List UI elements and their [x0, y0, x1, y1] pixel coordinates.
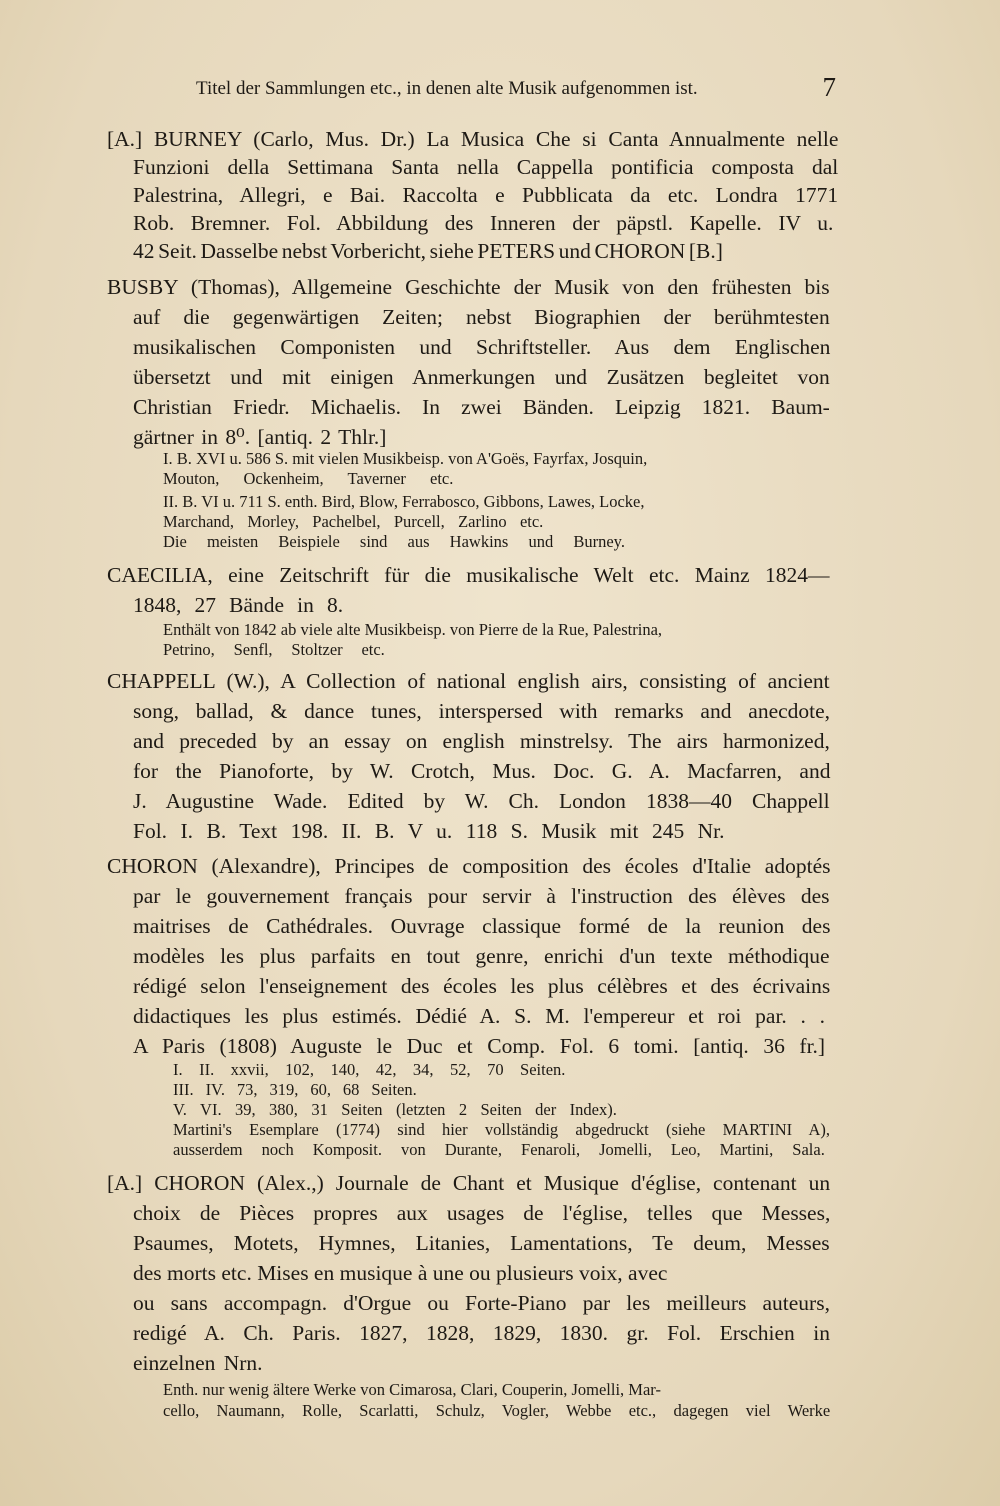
- text-line: CHAPPELL (W.), A Collection of national english airs, consisting of ancient: [107, 669, 830, 693]
- text-line: übersetzt und mit einigen Anmerkungen und Zusätzen begleitet von: [133, 365, 830, 389]
- note-line: I. B. XVI u. 586 S. mit vielen Musikbeisp. von A'Goës, Fayrfax, Josquin,: [163, 449, 648, 468]
- text-line: ou sans accompagn. d'Orgue ou Forte-Piano par les meilleurs auteurs,: [133, 1291, 830, 1315]
- text-line: Palestrina, Allegri, e Bai. Raccolta e Pubblicata da etc. Londra 1771: [133, 183, 839, 207]
- text-line: [A.] CHORON (Alex.,) Journale de Chant et Musique d'église, contenant un: [107, 1171, 831, 1195]
- note-line: I. II. xxvii, 102, 140, 42, 34, 52, 70 Seiten.: [173, 1060, 566, 1079]
- text-line: 42 Seit. Dasselbe nebst Vorbericht, siehe PETERS und CHORON [B.]: [133, 239, 723, 263]
- text-line: BUSBY (Thomas), Allgemeine Geschichte der Musik von den frühesten bis: [107, 275, 830, 299]
- note-line: Mouton, Ockenheim, Taverner etc.: [163, 469, 454, 488]
- note-line: ausserdem noch Komposit. von Durante, Fenaroli, Jomelli, Leo, Martini, Sala.: [173, 1140, 825, 1159]
- text-line: des morts etc. Mises en musique à une ou plusieurs voix, avec: [133, 1261, 668, 1285]
- text-line: CAECILIA, eine Zeitschrift für die musikalische Welt etc. Mainz 1824—: [107, 563, 830, 587]
- note-line: Petrino, Senfl, Stoltzer etc.: [163, 640, 385, 659]
- note-line: Martini's Esemplare (1774) sind hier vollständig abgedruckt (siehe MARTINI A),: [173, 1120, 831, 1139]
- text-line: Psaumes, Motets, Hymnes, Litanies, Lamentations, Te deum, Messes: [133, 1231, 830, 1255]
- text-line: Fol. I. B. Text 198. II. B. V u. 118 S. Musik mit 245 Nr.: [133, 819, 725, 843]
- text-line: song, ballad, & dance tunes, interspersed with remarks and anecdote,: [133, 699, 831, 723]
- running-title: Titel der Sammlungen etc., in denen alte Musik aufgenommen ist.: [196, 78, 698, 99]
- text-line: didactiques les plus estimés. Dédié A. S. M. l'empereur et roi par. . .: [133, 1004, 826, 1028]
- text-line: Funzioni della Settimana Santa nella Cappella pontificia composta dal: [133, 155, 839, 179]
- note-line: III. IV. 73, 319, 60, 68 Seiten.: [173, 1080, 417, 1099]
- text-line: CHORON (Alexandre), Principes de composition des écoles d'Italie adoptés: [107, 854, 831, 878]
- note-line: Enthält von 1842 ab viele alte Musikbeisp. von Pierre de la Rue, Palestrina,: [163, 620, 663, 639]
- note-line: II. B. VI u. 711 S. enth. Bird, Blow, Ferrabosco, Gibbons, Lawes, Locke,: [163, 492, 645, 511]
- text-line: einzelnen Nrn.: [133, 1351, 263, 1375]
- text-line: A Paris (1808) Auguste le Duc et Comp. Fol. 6 tomi. [antiq. 36 fr.]: [133, 1034, 826, 1058]
- page-number: 7: [822, 72, 836, 102]
- note-line: V. VI. 39, 380, 31 Seiten (letzten 2 Seiten der Index).: [173, 1100, 617, 1119]
- text-line: modèles les plus parfaits en tout genre, enrichi d'un texte méthodique: [133, 944, 830, 968]
- text-line: par le gouvernement français pour servir à l'instruction des élèves des: [133, 884, 830, 908]
- text-line: musikalischen Componisten und Schriftsteller. Aus dem Englischen: [133, 335, 831, 359]
- text-line: choix de Pièces propres aux usages de l'église, telles que Messes,: [133, 1201, 831, 1225]
- running-header: [196, 74, 836, 104]
- text-line: J. Augustine Wade. Edited by W. Ch. London 1838—40 Chappell: [133, 789, 830, 813]
- note-line: Enth. nur wenig ältere Werke von Cimarosa, Clari, Couperin, Jomelli, Mar-: [163, 1380, 661, 1399]
- note-line: Die meisten Beispiele sind aus Hawkins und Burney.: [163, 532, 625, 551]
- note-line: cello, Naumann, Rolle, Scarlatti, Schulz, Vogler, Webbe etc., dagegen viel Werke: [163, 1401, 831, 1420]
- text-line: Christian Friedr. Michaelis. In zwei Bänden. Leipzig 1821. Baum-: [133, 395, 830, 419]
- note-line: Marchand, Morley, Pachelbel, Purcell, Zarlino etc.: [163, 512, 544, 531]
- text-line: Rob. Bremner. Fol. Abbildung des Inneren der päpstl. Kapelle. IV u.: [133, 211, 834, 235]
- text-line: for the Pianoforte, by W. Crotch, Mus. Doc. G. A. Macfarren, and: [133, 759, 831, 783]
- text-line: 1848, 27 Bände in 8.: [133, 593, 344, 617]
- text-line: [A.] BURNEY (Carlo, Mus. Dr.) La Musica Che si Canta Annualmente nelle: [107, 127, 839, 151]
- text-line: and preceded by an essay on english minstrelsy. The airs harmonized,: [133, 729, 830, 753]
- text-line: rédigé selon l'enseignement des écoles les plus célèbres et des écrivains: [133, 974, 831, 998]
- text-line: gärtner in 8⁰. [antiq. 2 Thlr.]: [133, 425, 387, 449]
- text-line: redigé A. Ch. Paris. 1827, 1828, 1829, 1830. gr. Fol. Erschien in: [133, 1321, 830, 1345]
- text-line: auf die gegenwärtigen Zeiten; nebst Biographien der berühmtesten: [133, 305, 830, 329]
- text-line: maitrises de Cathédrales. Ouvrage classique formé de la reunion des: [133, 914, 831, 938]
